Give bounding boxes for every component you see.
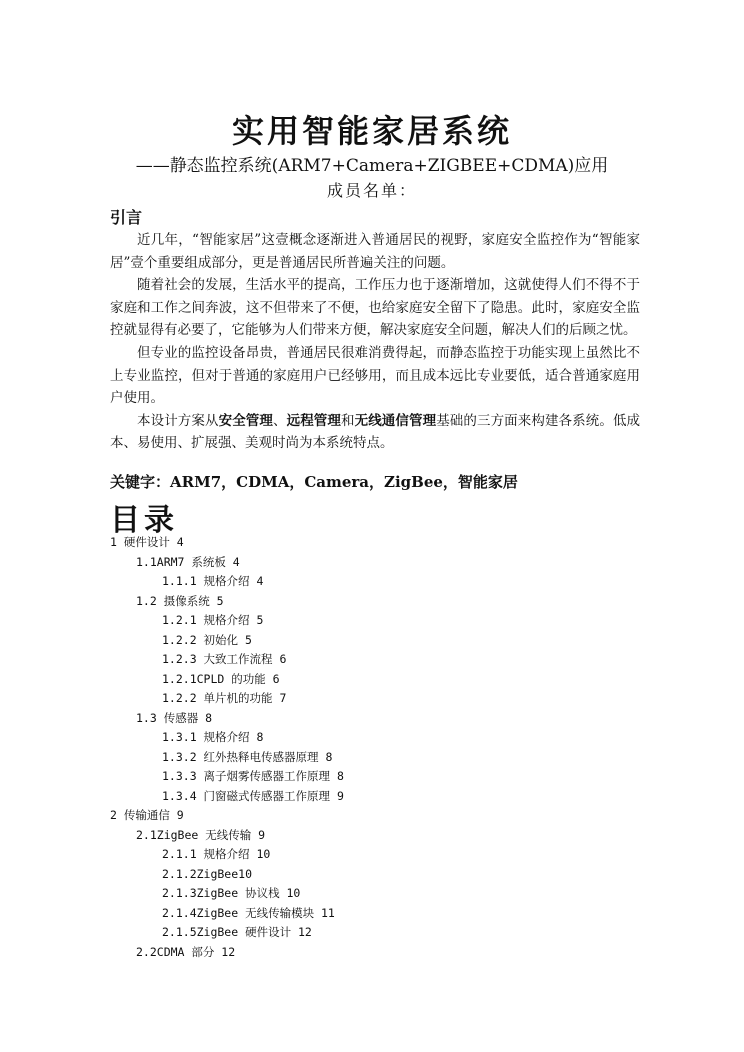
toc-entry[interactable]: 2.1.1 规格介绍 10 — [162, 847, 271, 861]
toc-entry[interactable]: 2.2CDMA 部分 12 — [136, 944, 236, 959]
toc-entry[interactable]: 1.3.3 离子烟雾传感器工作原理 8 — [162, 769, 344, 783]
toc-entry[interactable]: 1.3.2 红外热释电传感器原理 8 — [162, 749, 333, 764]
intro-heading: 引言 — [110, 208, 143, 227]
toc-entry[interactable]: 1 硬件设计 4 — [110, 535, 184, 549]
toc-entry[interactable]: 1.1ARM7 系统板 4 — [136, 554, 240, 569]
intro-paragraph — [110, 410, 640, 455]
toc-entry[interactable]: 1.1.1 规格介绍 4 — [162, 574, 264, 588]
toc-entry[interactable]: 1.2.1 规格介绍 5 — [162, 613, 264, 627]
toc-entry[interactable]: 2.1.2ZigBee10 — [162, 866, 253, 881]
keywords-line: 关键字：ARM7，CDMA，Camera，ZigBee，智能家居 — [110, 473, 518, 491]
toc-entry[interactable]: 2.1.5ZigBee 硬件设计 12 — [162, 925, 312, 939]
toc-title: 目录 — [110, 503, 178, 538]
toc-entry[interactable]: 2.1.4ZigBee 无线传输模块 11 — [162, 905, 335, 920]
toc-entry[interactable]: 1.2.2 初始化 5 — [162, 632, 252, 647]
toc-entry[interactable]: 1.2.1CPLD 的功能 6 — [162, 671, 280, 686]
document-subtitle: ——静态监控系统(ARM7+Camera+ZIGBEE+CDMA)应用 — [135, 156, 609, 176]
toc-entry[interactable]: 2 传输通信 9 — [110, 808, 184, 822]
toc-entry[interactable]: 1.2 摄像系统 5 — [136, 593, 224, 608]
toc-entry[interactable]: 1.2.3 大致工作流程 6 — [162, 652, 287, 666]
bold-term-wireless: 无线通信管理 — [354, 412, 437, 429]
bold-term-security: 安全管理 — [218, 412, 273, 429]
intro-paragraph: 但专业的监控设备昂贵，普通居民很难消费得起，而静态监控于功能实现上虽然比不上专业监控，但对于普通的家庭用户已经够用，而且成本远比专业要低，适合普通家庭用户使用。 — [110, 344, 640, 407]
toc-entry[interactable]: 1.3 传感器 8 — [136, 710, 213, 725]
document-title: 实用智能家居系统 — [231, 112, 512, 150]
paragraph-text: 本设计方案从 — [137, 412, 219, 429]
toc-entry[interactable]: 2.1ZigBee 无线传输 9 — [136, 827, 266, 842]
toc-entry[interactable]: 1.3.1 规格介绍 8 — [162, 730, 264, 744]
intro-paragraph: 随着社会的发展，生活水平的提高，工作压力也于逐渐增加，这就使得人们不得不于家庭和工作之间奔波，这不但带来了不便，也给家庭安全留下了隐患。此时，家庭安全监控就显得有必要了，它能够为人们带来方便，解决家庭安全问题，解决人们的后顾之忧。 — [110, 277, 640, 339]
intro-paragraph: 近几年，“智能家居”这壹概念逐渐进入普通居民的视野，家庭安全监控作为“智能家居”壹个重要组成部分，更是普通居民所普遍关注的问题。 — [110, 232, 640, 271]
toc-entry[interactable]: 2.1.3ZigBee 协议栈 10 — [162, 886, 301, 900]
bold-term-remote: 远程管理 — [286, 412, 341, 429]
toc-entry[interactable]: 1.2.2 单片机的功能 7 — [162, 691, 287, 705]
paragraph-text: 、 — [272, 412, 287, 429]
intro-body — [110, 229, 640, 455]
paragraph-text: 基础的三方面来构建各系统。低成本、易使用、扩展强、美观时尚为本系统特点。 — [110, 412, 641, 452]
toc-entry[interactable]: 1.3.4 门窗磁式传感器工作原理 9 — [162, 788, 344, 803]
paragraph-text: 和 — [340, 412, 355, 429]
member-list-label: 成员名单： — [326, 181, 417, 200]
table-of-contents — [110, 533, 630, 962]
